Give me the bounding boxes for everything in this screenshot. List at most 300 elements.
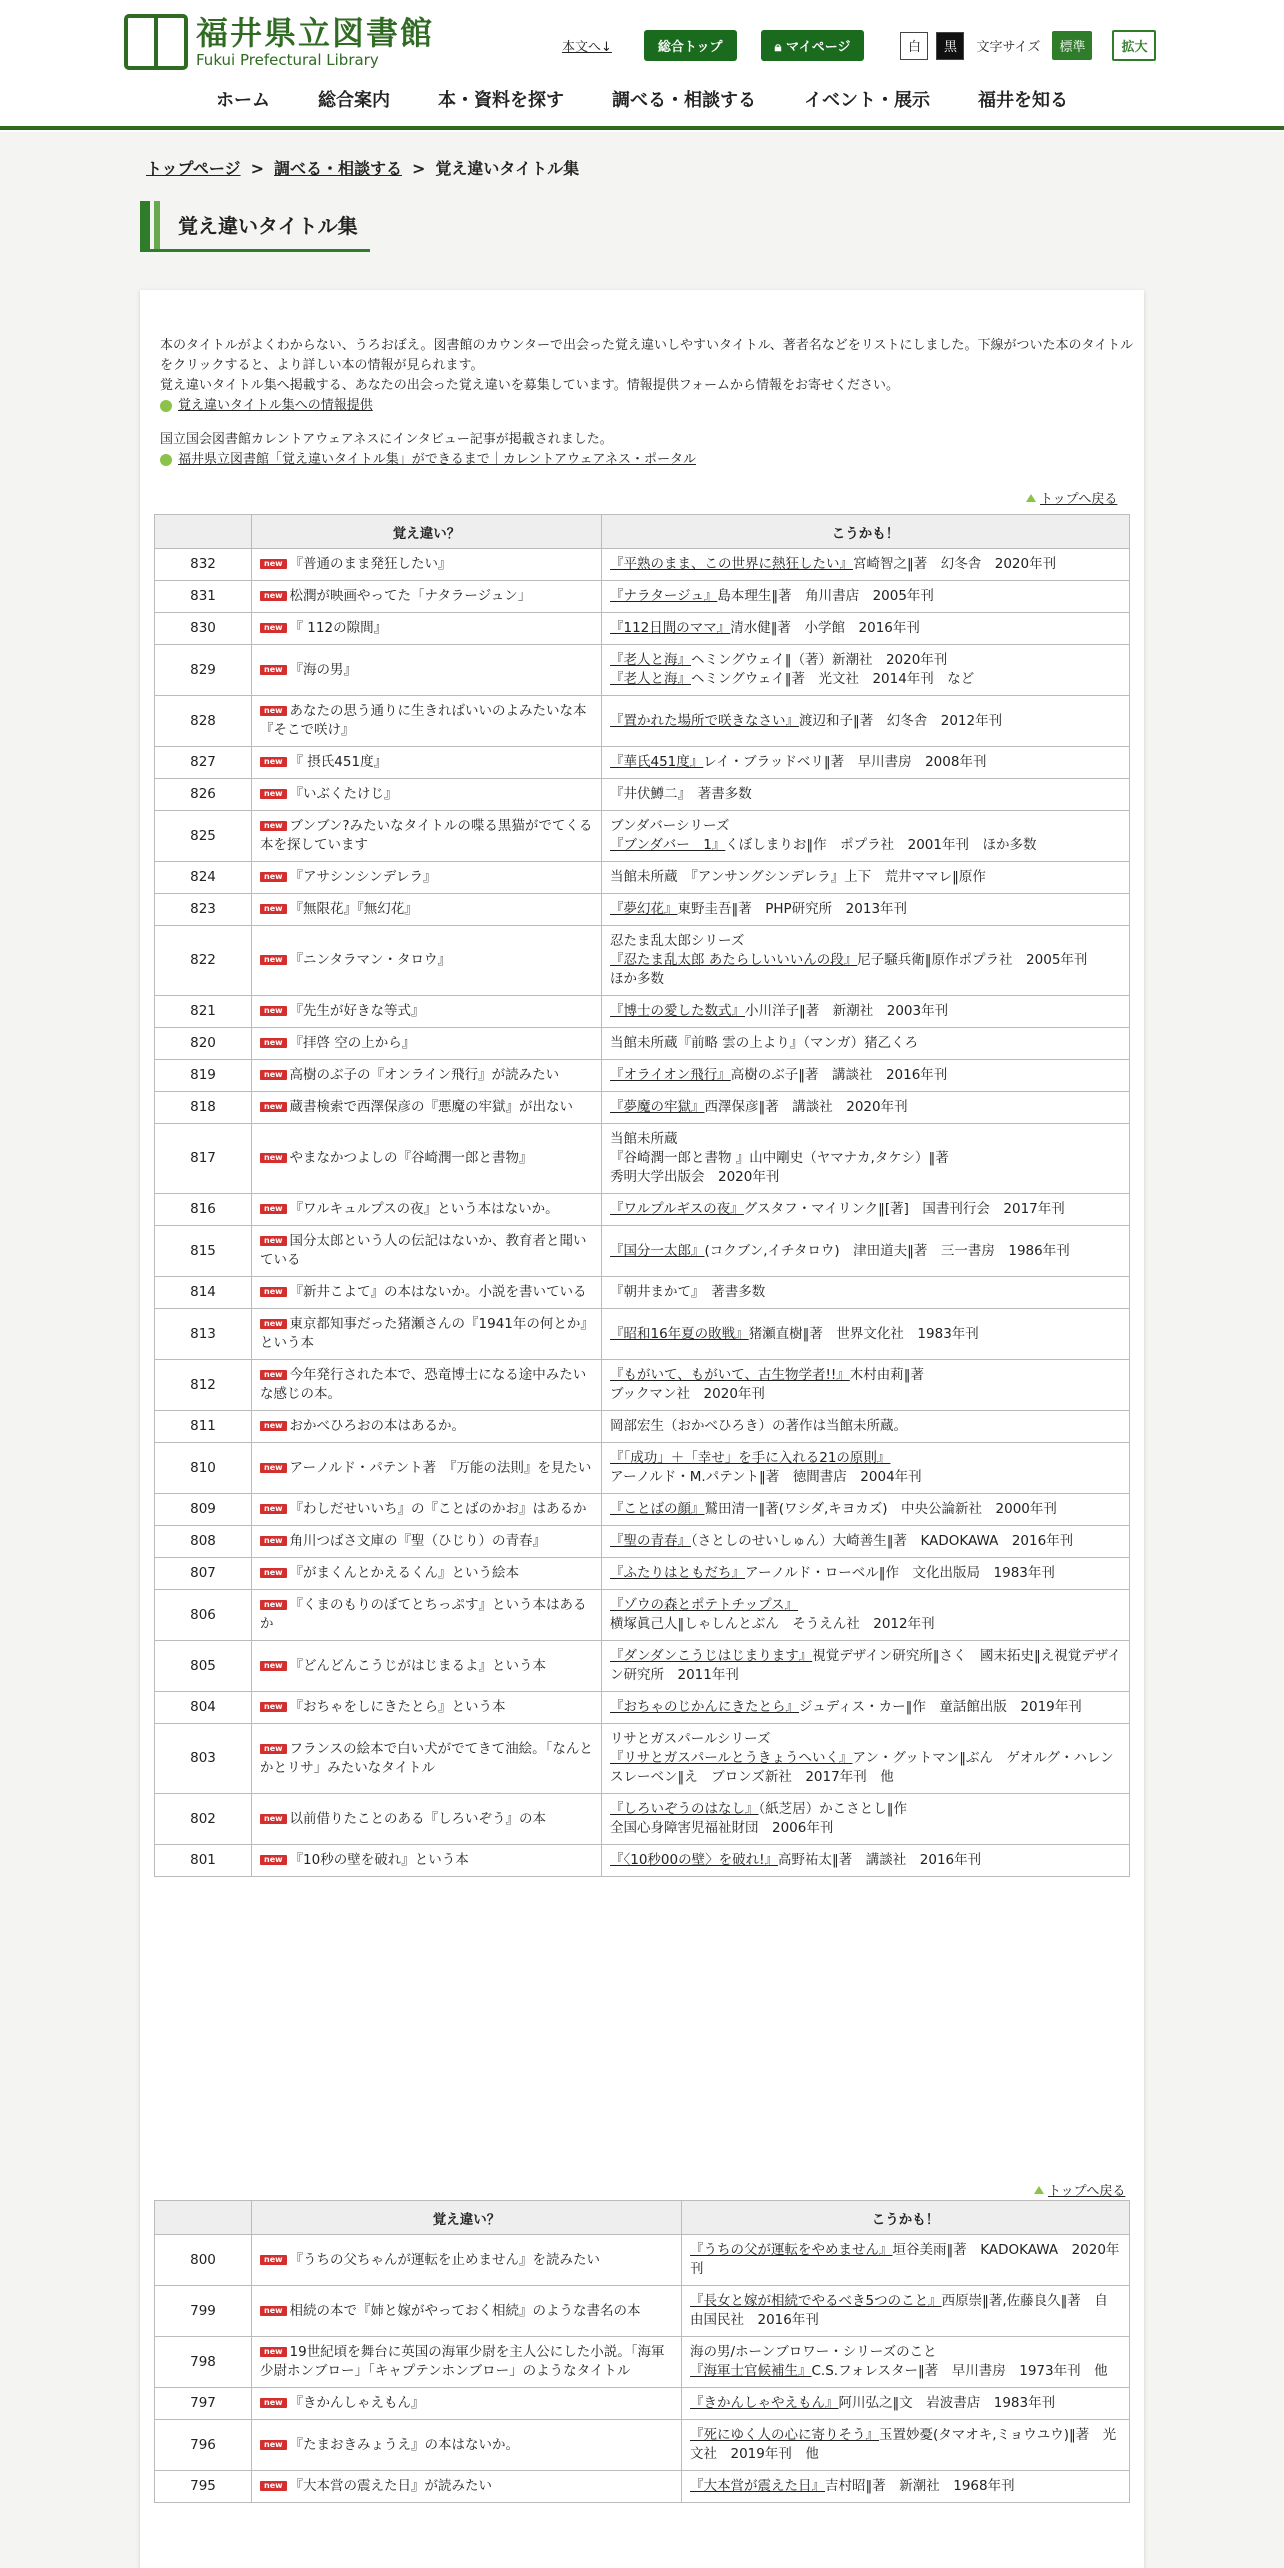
book-logo-icon [124,14,188,70]
intro-paragraph-1: 本のタイトルがよくわからない、うろおぼえ。図書館のカウンターで出会った覚え違いしやすいタイトル、著者名などをリストにしました。下線がついた本のタイトルをクリックすると、より詳しい本の情報が見られます。 [160,338,1134,373]
wrong-title-text: 東京都知事だった猪瀬さんの『1941年の何とか』という本 [260,1316,588,1351]
new-badge: new [260,1070,287,1080]
book-title-link[interactable]: 『きかんしゃやえもん』 [690,2395,839,2411]
wrong-title-cell [252,1060,602,1092]
book-info-text: 秀明大学出版会 2020年刊 [610,1169,780,1185]
new-badge: new [260,1421,287,1431]
book-info-text: 横塚眞己人‖しゃしんとぶん そうえん社 2012年刊 [610,1616,935,1632]
wrong-title-cell [252,2420,682,2471]
book-info-text: 『井伏鱒二』 著書多数 [610,786,752,802]
correct-title-cell [682,2235,1130,2286]
wrong-title-cell [252,696,602,747]
book-info-text: 『朝井まかて』 著書多数 [610,1284,766,1300]
new-badge: new [260,665,287,675]
wrong-title-cell [252,549,602,581]
info-form-link[interactable]: 覚え違いタイトル集への情報提供 [160,396,1140,416]
table-row [155,1590,1130,1641]
correct-title-cell [602,549,1130,581]
up-arrow-icon [1026,494,1036,502]
correct-title-cell [602,1360,1130,1411]
row-number: 811 [155,1411,252,1443]
correct-title-cell [602,862,1130,894]
correct-title-cell [602,1028,1130,1060]
main-top-button[interactable]: 総合トップ [644,30,737,61]
new-badge: new [260,1702,287,1712]
color-white-button[interactable]: 白 [900,32,928,60]
breadcrumb-home[interactable]: トップページ [146,159,241,178]
table-row [155,1360,1130,1411]
wrong-title-text: 国分太郎という人の伝記はないか、教育者と聞いている [260,1233,587,1268]
book-title-link[interactable]: 『置かれた場所で咲きなさい』 [610,712,799,729]
book-title-link[interactable]: 『海軍士官候補生』 [690,2363,812,2379]
wrong-title-text: 蔵書検索で西澤保彦の『悪魔の牢獄』が出ない [289,1099,574,1115]
breadcrumb: トップページ > 調べる・相談する > 覚え違いタイトル集 [146,159,580,178]
wrong-title-text: 『拝啓 空の上から』 [289,1035,416,1051]
new-badge: new [260,2347,287,2357]
new-badge: new [260,1504,287,1514]
correct-title-cell [602,1277,1130,1309]
new-badge: new [260,1236,287,1246]
book-info-text: 島本理生‖著 角川書店 2005年刊 [717,588,934,604]
book-title-link[interactable]: 『おちゃのじかんにきたとら』 [610,1699,799,1715]
intro-paragraph-3: 国立国会図書館カレントアウェアネスにインタビュー記事が掲載されました。 [160,432,613,447]
table-row [155,2388,1130,2420]
book-title-link[interactable]: 『しろいぞうのはなし』 [610,1801,759,1817]
site-header [0,0,1284,132]
table-row [155,1092,1130,1124]
book-title-link[interactable]: 『平熟のまま、この世界に熱狂したい』 [610,556,853,572]
row-number: 813 [155,1309,252,1360]
wrong-title-text: 今年発行された本で、恐竜博士になる途中みたいな感じの本。 [260,1367,587,1402]
correct-title-cell [602,1845,1130,1877]
wrong-title-text: 相続の本で『姉と嫁がやっておく相続』のような書名の本 [289,2302,641,2319]
wrong-title-text: 『きかんしゃえもん』 [289,2395,425,2411]
wrong-title-cell [252,1360,602,1411]
correct-title-cell [602,811,1130,862]
wrong-title-text: 『そこで咲け』 [260,722,355,738]
book-title-link[interactable]: 『忍たま乱太郎 あたらしいいいんの段』 [610,952,858,968]
table-row [155,1411,1130,1443]
mypage-label: マイページ [785,40,851,55]
book-title-link[interactable]: 『リサとガスパールとうきょうへいく』 [610,1750,853,1766]
new-badge: new [260,2398,287,2408]
correct-title-cell [602,645,1130,696]
wrong-title-cell [252,996,602,1028]
wrong-title-text: 高樹のぶ子の『オンライン飛行』が読みたい [289,1067,560,1083]
wrong-title-text: 『くまのもりのぼてとちっぷす』という本はあるか [260,1597,587,1632]
global-nav [0,86,1284,112]
correct-title-cell [602,613,1130,645]
book-title-link[interactable]: 『大本営が震えた日』 [690,2478,825,2494]
book-info-text: 西澤保彦‖著 講談社 2020年刊 [704,1099,908,1115]
wrong-title-text: 『普通のまま発狂したい』 [289,556,452,572]
book-title-link[interactable]: 『昭和16年夏の敗戦』 [610,1325,749,1342]
table-row [155,811,1130,862]
wrong-title-cell [252,2337,682,2388]
new-badge: new [260,789,287,799]
intro-section [160,336,1140,470]
book-title-link[interactable]: 『112日間のママ』 [610,620,731,636]
table-row [155,1124,1130,1194]
wrong-title-cell [252,811,602,862]
correct-title-cell [682,2337,1130,2388]
font-size-large-button[interactable]: 拡大 [1112,30,1156,61]
table-row [155,549,1130,581]
book-info-text: 海の男/ホーンブロワー・シリーズのこと [690,2344,937,2360]
new-badge: new [260,2481,287,2491]
wrong-title-text: 『大本営の震えた日』が読みたい [289,2478,493,2494]
book-title-link[interactable]: 『華氏451度』 [610,754,704,770]
book-info-text: 玉置妙憂(タマオキ,ミョウユウ)‖著 光文社 2019年刊 他 [690,2427,1117,2462]
row-number: 823 [155,894,252,926]
nav-home[interactable]: ホーム [216,90,270,111]
row-number: 817 [155,1124,252,1194]
wrong-title-cell [252,2286,682,2337]
table-row [155,2420,1130,2471]
book-info-text: 当館未所蔵 『アンサングシンデレラ』上下 荒井ママレ‖原作 [610,869,986,885]
wrong-title-cell [252,1194,602,1226]
wrong-title-cell [252,1641,602,1692]
book-info-text: 当館未所蔵『前略 雲の上より』（マンガ）猪乙くろ [610,1035,919,1051]
wrong-title-cell [252,1443,602,1494]
book-title-link[interactable]: 『ダンダンこうじはじまります』 [610,1648,813,1664]
nav-guide[interactable]: 総合案内 [318,90,390,111]
book-title-link[interactable]: 『うちの父が運転をやめません』 [690,2242,893,2258]
new-badge: new [260,559,287,569]
row-number: 806 [155,1590,252,1641]
row-number: 824 [155,862,252,894]
correct-title-cell [602,1092,1130,1124]
wrong-title-text: 『がまくんとかえるくん』という絵本 [289,1565,520,1581]
wrong-title-cell [252,1526,602,1558]
book-title-link[interactable]: 『ワルプルギスの夜』 [610,1201,744,1217]
table-row [155,696,1130,747]
book-title-link[interactable]: 『博士の愛した数式』 [610,1003,745,1019]
book-info-text: ブンダバーシリーズ [610,818,730,834]
col-header-number [155,515,252,549]
row-number: 804 [155,1692,252,1724]
row-number: 828 [155,696,252,747]
wrong-title-cell [252,645,602,696]
book-info-text: （紙芝居）かこさとし‖作 [758,1801,907,1817]
correct-title-cell [602,1124,1130,1194]
col-header-number [155,2201,252,2235]
correct-title-cell [602,1494,1130,1526]
new-badge: new [260,1744,287,1754]
book-title-link[interactable]: 『ゾウの森とポテトチップス』 [610,1597,799,1613]
book-title-link[interactable]: 『ことばの顔』 [610,1501,705,1517]
col-header-right: こうかも！ [602,515,1130,549]
wrong-title-text: 『 112の隙間』 [289,620,388,636]
row-number: 809 [155,1494,252,1526]
table-row [155,894,1130,926]
book-info-text: 高樹のぶ子‖著 講談社 2016年刊 [730,1067,948,1083]
wrong-title-text: 『おちゃをしにきたとら』という本 [289,1699,506,1715]
correct-title-cell [682,2286,1130,2337]
row-number: 799 [155,2286,252,2337]
book-title-link[interactable]: 『国分一太郎』 [610,1242,705,1259]
wrong-title-text: 松潤が映画やってた「ナタラージュン」 [289,588,532,604]
table-row [155,645,1130,696]
wrong-title-cell [252,779,602,811]
wrong-title-text: ブンブン?みたいなタイトルの喋る黒猫がでてくる本を探しています [260,818,593,853]
book-title-link[interactable]: 『〈10秒00の壁〉を破れ!』 [610,1852,779,1868]
wrong-title-text: 『 摂氏451度』 [289,754,388,770]
new-badge: new [260,1814,287,1824]
row-number: 818 [155,1092,252,1124]
new-badge: new [260,1153,287,1163]
book-info-text: ブックマン社 2020年刊 [610,1386,765,1402]
wrong-title-text: 『ニンタラマン・タロウ』 [289,952,451,968]
nav-search-books[interactable]: 本・資料を探す [438,90,564,111]
breadcrumb-current: 覚え違いタイトル集 [435,159,580,178]
table-row [155,1794,1130,1845]
book-info-text: ジュディス・カー‖作 童話館出版 2019年刊 [799,1699,1082,1715]
back-to-top-link[interactable]: トップへ戻る [1026,488,1117,507]
table-row [155,2286,1130,2337]
title-bar-icon [140,201,164,249]
row-number: 805 [155,1641,252,1692]
wrong-title-text: 『うちの父ちゃんが運転を止めません』を読みたい [289,2251,601,2268]
table-row [155,1558,1130,1590]
wrong-title-cell [252,1794,602,1845]
col-header-right: こうかも！ [682,2201,1130,2235]
font-size-standard-button[interactable]: 標準 [1052,31,1092,60]
table-row [155,1692,1130,1724]
wrong-title-cell [252,2388,682,2420]
correct-title-cell [602,1558,1130,1590]
book-info-text: 阿川弘之‖文 岩波書店 1983年刊 [838,2395,1056,2411]
row-number: 797 [155,2388,252,2420]
new-badge: new [260,904,287,914]
table-row [155,1526,1130,1558]
book-info-text: 吉村昭‖著 新潮社 1968年刊 [825,2478,1015,2494]
wrong-title-text: 『先生が好きな等式』 [289,1003,425,1019]
table-row [155,1724,1130,1794]
new-badge: new [260,1006,287,1016]
correct-title-cell [602,1526,1130,1558]
book-title-link[interactable]: 『ナラタージュ』 [610,588,718,604]
book-title-link[interactable]: 『「成功」＋「幸せ」を手に入れる21の原則』 [610,1450,891,1466]
book-title-link[interactable]: 『夢魔の牢獄』 [610,1099,705,1115]
wrong-title-text: あなたの思う通りに生きればいいのよみたいな本 [289,703,587,719]
table-row [155,779,1130,811]
table-row [155,613,1130,645]
wrong-title-cell [252,862,602,894]
table-row [155,862,1130,894]
book-info-text: 清水健‖著 小学館 2016年刊 [730,620,920,636]
new-badge: new [260,1855,287,1865]
book-info-text: 尼子騒兵衛‖原作ポプラ社 2005年刊 [857,952,1088,968]
new-badge: new [260,1102,287,1112]
row-number: 830 [155,613,252,645]
new-badge: new [260,1568,287,1578]
new-badge: new [260,591,287,601]
book-info-text: 猪瀬直樹‖著 世界文化社 1983年刊 [748,1325,979,1342]
table-row [155,996,1130,1028]
nav-research[interactable]: 調べる・相談する [612,90,756,111]
new-badge: new [260,1370,287,1380]
table-row [155,1060,1130,1092]
breadcrumb-parent[interactable]: 調べる・相談する [273,159,402,178]
wrong-title-text: 『無限花』『無幻花』 [289,901,418,917]
arrow-circle-icon [160,400,172,412]
correct-title-cell [682,2471,1130,2503]
correct-title-cell [602,696,1130,747]
correct-title-cell [602,1411,1130,1443]
header-divider [0,126,1284,130]
utility-bar [562,30,1156,61]
wrong-title-text: 『いぶくたけじ』 [289,786,398,802]
table-row [155,1194,1130,1226]
row-number: 796 [155,2420,252,2471]
lock-icon: 🔒︎ [774,40,786,55]
book-info-text: 宮崎智之‖著 幻冬舎 2020年刊 [853,556,1057,572]
table-row [155,2337,1130,2388]
new-badge: new [260,821,287,831]
correct-title-cell [602,926,1130,996]
mypage-button[interactable] [761,30,865,61]
page-title: 覚え違いタイトル集 [178,214,358,238]
correct-title-cell [602,1226,1130,1277]
wrong-title-text: フランスの絵本で白い犬がでてきて油絵。「なんとかとリサ」みたいなタイトル [260,1740,593,1776]
new-badge: new [260,1287,287,1297]
nav-events[interactable]: イベント・展示 [804,90,930,111]
wrong-title-text: 『10秒の壁を破れ』という本 [289,1852,469,1868]
book-info-text: ほか多数 [610,971,664,987]
table-row [155,1277,1130,1309]
book-title-link[interactable]: 『ブンダバー 1』 [610,837,726,853]
correct-title-cell [602,1309,1130,1360]
correct-title-cell [602,1794,1130,1845]
wrong-title-text: 以前借りたことのある『しろいぞう』の本 [289,1810,547,1827]
table-row [155,1443,1130,1494]
wrong-title-cell [252,1124,602,1194]
row-number: 825 [155,811,252,862]
wrong-title-text: 角川つばさ文庫の『聖（ひじり）の青春』 [289,1533,547,1549]
row-number: 819 [155,1060,252,1092]
row-number: 815 [155,1226,252,1277]
table-row [155,1226,1130,1277]
font-size-label: 文字サイズ [976,40,1041,55]
wrong-title-cell [252,2235,682,2286]
book-title-link[interactable]: 『オライオン飛行』 [610,1067,731,1083]
skip-to-content-link[interactable]: 本文へ↓ [562,40,612,55]
site-logo[interactable] [124,14,434,70]
row-number: 820 [155,1028,252,1060]
row-number: 829 [155,645,252,696]
wrong-title-cell [252,1028,602,1060]
correct-title-cell [602,747,1130,779]
color-black-button[interactable]: 黒 [936,32,964,60]
book-title-link[interactable]: 『聖の青春』 [610,1533,691,1549]
book-info-text: C.S.フォレスター‖著 早川書房 1973年刊 他 [811,2363,1108,2379]
book-info-text: (コクブン,イチタロウ) 津田道夫‖著 三一書房 1986年刊 [704,1242,1070,1259]
wrong-title-text: 19世紀頃を舞台に英国の海軍少尉を主人公にした小説。「海軍少尉ホンブロー」「キャプテンホンブロー」のようなタイトル [260,2344,665,2379]
book-info-text: 全国心身障害児福祉財団 2006年刊 [610,1820,834,1836]
page-title-block [140,200,370,252]
new-badge: new [260,623,287,633]
wrong-title-cell [252,613,602,645]
interview-link[interactable]: 福井県立図書館「覚え違いタイトル集」ができるまで｜カレントアウェアネス・ポータル [160,450,1140,470]
book-info-text: 『谷崎潤一郎と書物 』山中剛史（ヤマナカ,タケシ）‖著 [610,1150,949,1166]
wrong-title-text: 『わしだせいいち』の『ことばのかお』はあるか [289,1501,587,1517]
table-row [155,2235,1130,2286]
table-row [155,1845,1130,1877]
correct-title-cell [682,2420,1130,2471]
new-badge: new [260,1463,287,1473]
col-header-wrong: 覚え違い？ [252,515,602,549]
col-header-wrong: 覚え違い？ [252,2201,682,2235]
book-title-link[interactable]: 『夢幻花』 [610,901,678,917]
up-arrow-icon [1034,2186,1044,2194]
row-number: 803 [155,1724,252,1794]
book-title-link[interactable]: 『長女と嫁が相続でやるべき5つのこと』 [690,2293,942,2309]
nav-fukui[interactable]: 福井を知る [978,90,1068,111]
book-info-text: 視覚デザイン研究所‖さく 國末拓史‖え視覚デザイン研究所 2011年刊 [610,1648,1121,1683]
wrong-title-text: 『海の男』 [289,661,358,678]
new-badge: new [260,1204,287,1214]
book-info-text: 渡辺和子‖著 幻冬舎 2012年刊 [799,712,1003,729]
correct-title-cell [682,2388,1130,2420]
book-info-text: 木村由莉‖著 [849,1367,925,1383]
wrong-title-text: 『どんどんこうじがはじまるよ』という本 [289,1657,547,1674]
book-title-link[interactable]: 『老人と海』 [610,671,691,687]
book-info-text: アーノルド・M.パテント‖著 徳間書店 2004年刊 [610,1469,922,1485]
new-badge: new [260,1038,287,1048]
new-badge: new [260,757,287,767]
book-info-text: レイ・ブラッドベリ‖著 早川書房 2008年刊 [703,754,987,770]
book-info-text: 岡部宏生（おかべひろき）の著作は当館未所蔵。 [610,1418,907,1434]
table-row [155,581,1130,613]
book-info-text: 東野圭吾‖著 PHP研究所 2013年刊 [677,901,908,917]
book-info-text: ヘミングウェイ‖（著）新潮社 2020年刊 [691,652,948,668]
new-badge: new [260,1319,287,1329]
wrong-title-cell [252,1724,602,1794]
intro-paragraph-2: 覚え違いタイトル集へ掲載する、あなたの出会った覚え違いを募集しています。情報提供フォームから情報をお寄せください。 [160,378,900,393]
back-to-top-link[interactable]: トップへ戻る [1034,2180,1125,2199]
row-number: 812 [155,1360,252,1411]
wrong-title-cell [252,1558,602,1590]
table-row [155,1309,1130,1360]
wrong-title-text: 『新井こよて』の本はないか。小説を書いている [289,1284,587,1300]
book-info-text: 西原崇‖著,佐藤良久‖著 自由国民社 2016年刊 [690,2293,1108,2328]
title-table-2 [154,2200,1130,2503]
new-badge: new [260,2440,287,2450]
row-number: 807 [155,1558,252,1590]
book-info-text: アーノルド・ローベル‖作 文化出版局 1983年刊 [745,1565,1055,1581]
book-title-link[interactable]: 『老人と海』 [610,652,691,668]
wrong-title-cell [252,894,602,926]
book-title-link[interactable]: 『ふたりはともだち』 [610,1565,745,1581]
row-number: 808 [155,1526,252,1558]
wrong-title-cell [252,1092,602,1124]
book-title-link[interactable]: 『もがいて、もがいて、古生物学者!!』 [610,1367,850,1383]
new-badge: new [260,1661,287,1671]
book-title-link[interactable]: 『死にゆく人の心に寄りそう』 [690,2427,879,2443]
logo-subtitle: Fukui Prefectural Library [196,51,379,69]
correct-title-cell [602,1724,1130,1794]
book-info-text: リサとガスパールシリーズ [610,1731,771,1747]
correct-title-cell [602,1443,1130,1494]
correct-title-cell [602,581,1130,613]
row-number: 831 [155,581,252,613]
arrow-circle-icon [160,454,172,466]
wrong-title-text: アーノルド・パテント著 『万能の法則』を見たい [289,1459,592,1476]
wrong-title-cell [252,1590,602,1641]
table-row [155,747,1130,779]
book-info-text: 高野祐太‖著 講談社 2016年刊 [778,1852,982,1868]
